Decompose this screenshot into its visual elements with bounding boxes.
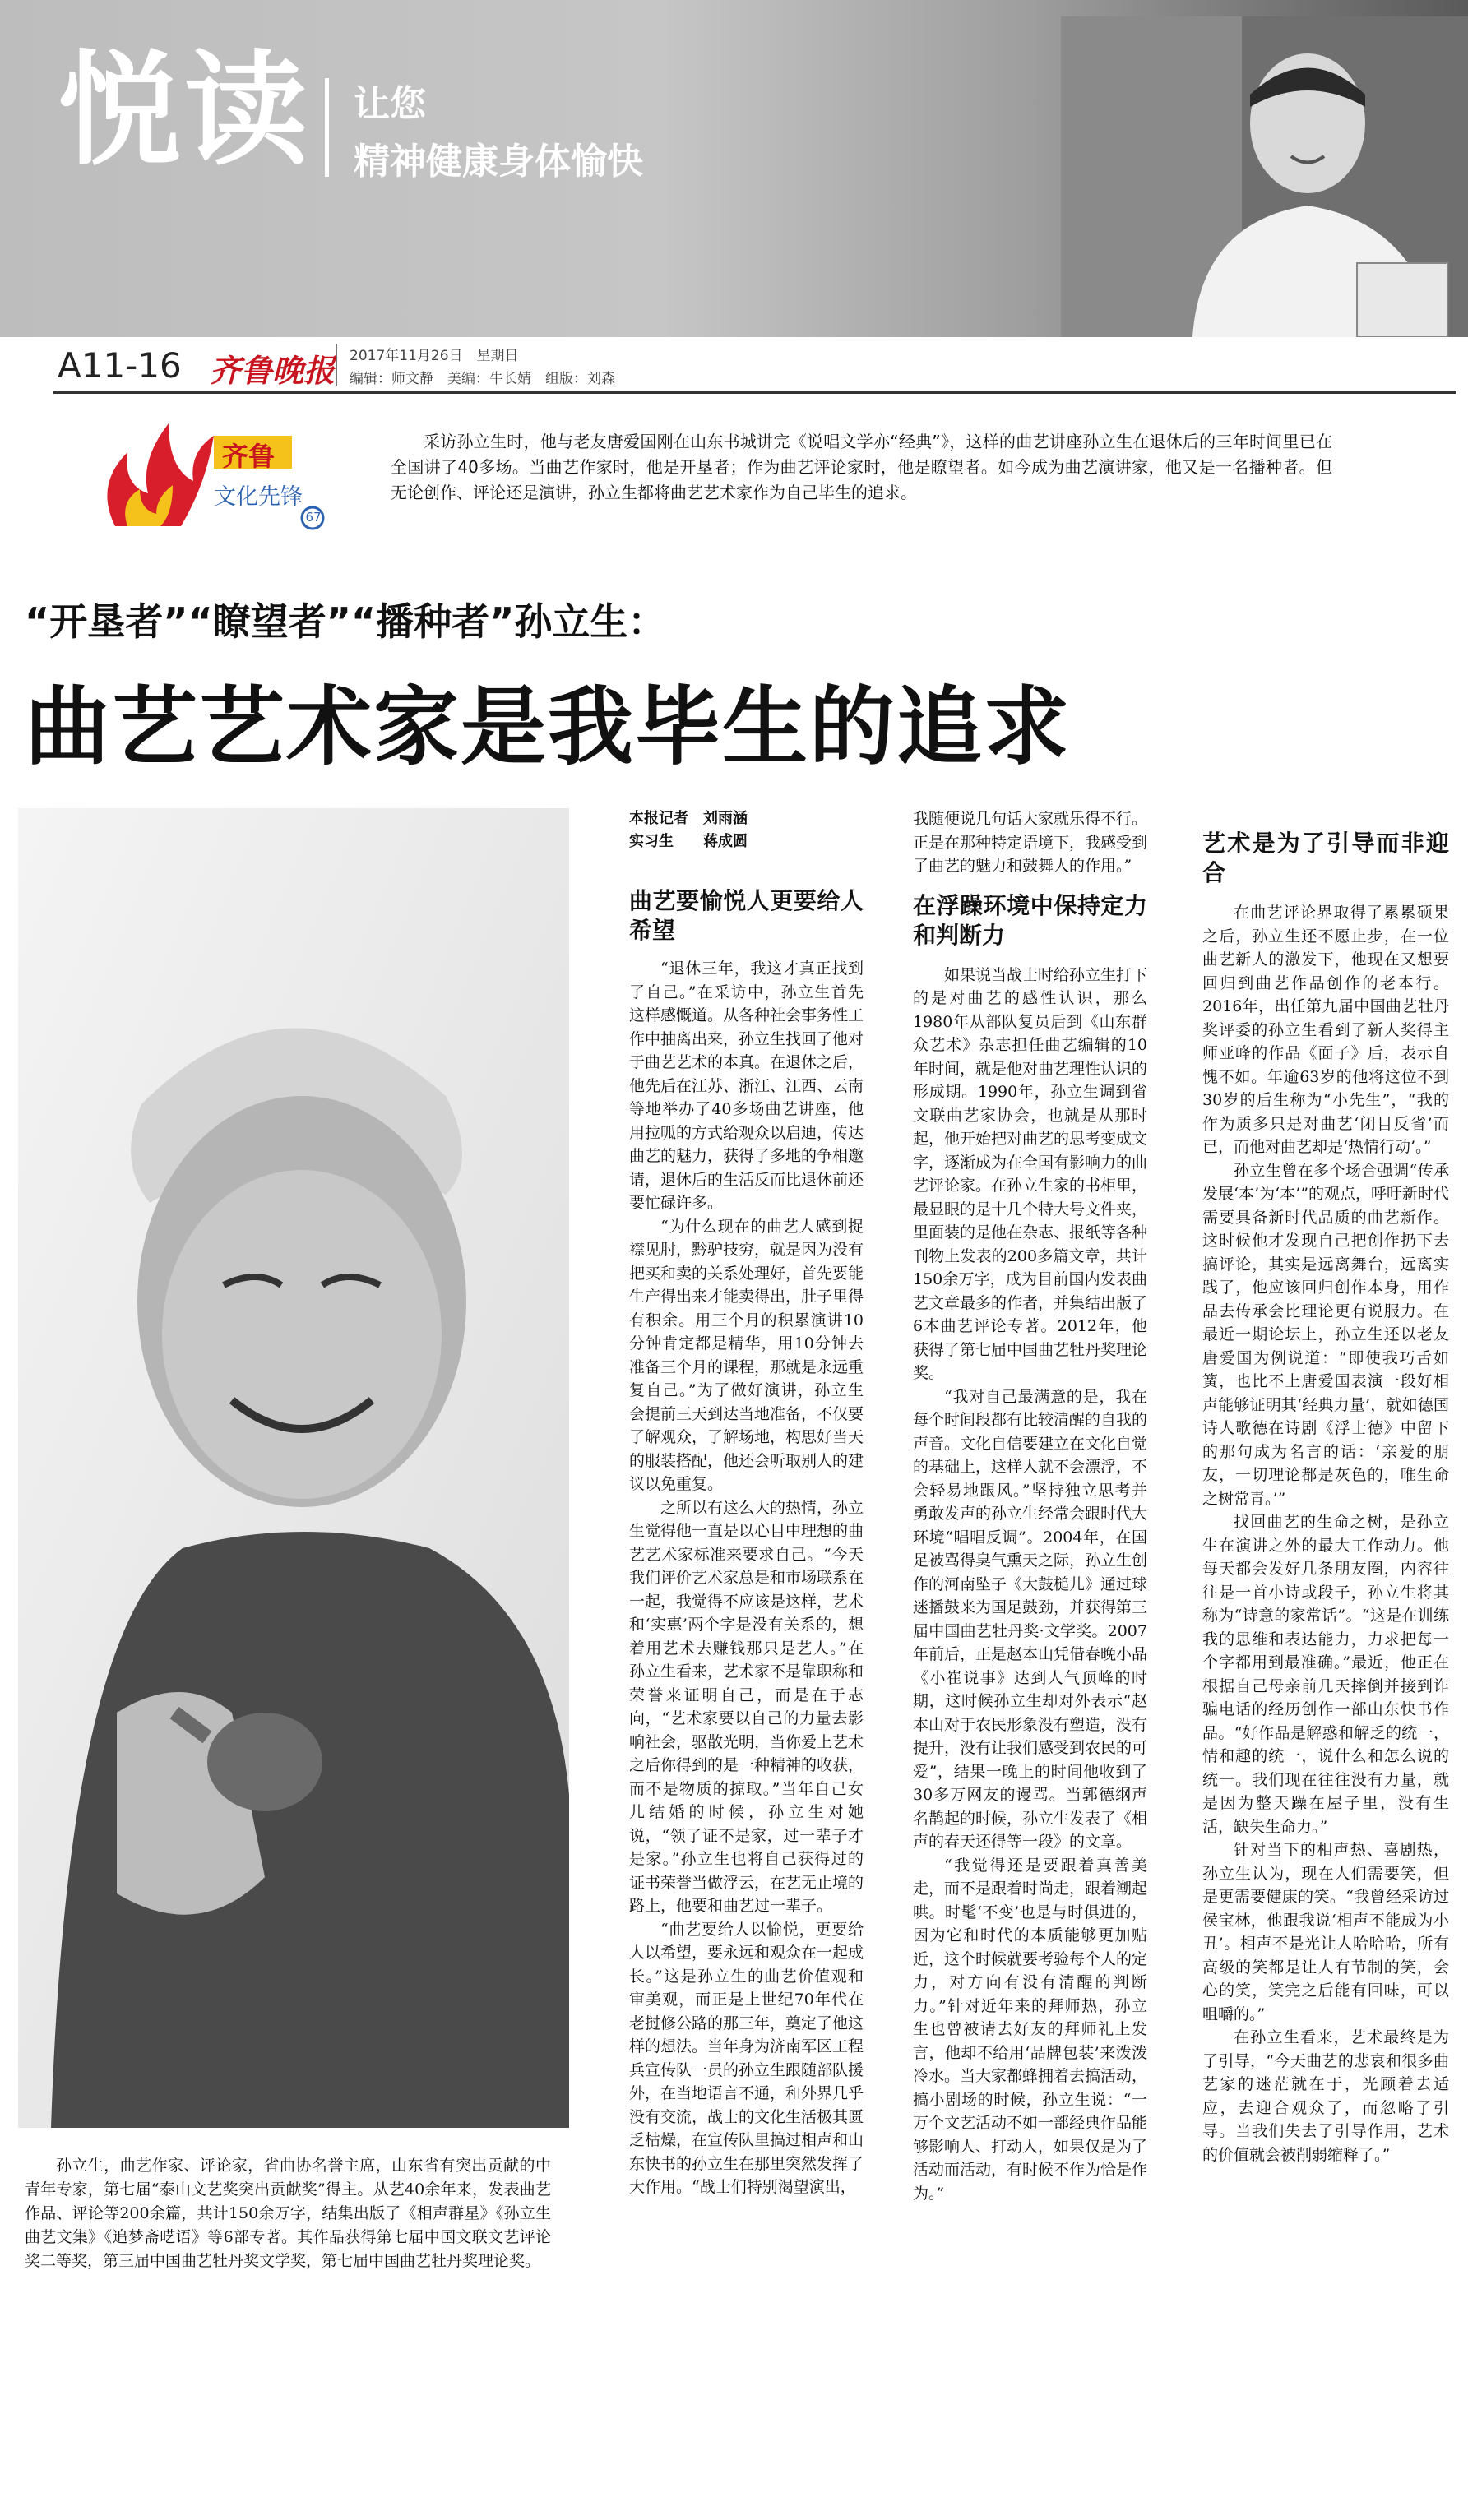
header-portrait-image bbox=[1061, 16, 1468, 337]
byline-intern: 实习生 蒋成圆 bbox=[629, 833, 748, 850]
meta-divider bbox=[336, 344, 337, 386]
column-issue-number: 67 bbox=[305, 510, 322, 525]
article-intro: 采访孙立生时，他与老友唐爱国刚在山东书城讲完《说唱文学亦“经典”》，这样的曲艺讲座孙立生在退休后的三年时间里已在全国讲了40多场。当曲艺作家时，他是开垦者；作为曲艺评论家时，他是瞭望者。如今成为曲艺演讲家，他又是一名播种者。但无论创作、评论还是演讲，孙立生都将曲艺艺术家作为自己毕生的追求。 bbox=[391, 432, 1332, 502]
page-number: A11-16 bbox=[58, 345, 182, 386]
article-column-1 bbox=[629, 807, 864, 2199]
section-brand: 悦读 bbox=[58, 39, 312, 183]
subheading-3: 艺术是为了引导而非迎合 bbox=[1202, 830, 1449, 886]
issue-date: 2017年11月26日 星期日 bbox=[350, 348, 519, 364]
column-logo-subtitle: 文化先锋 bbox=[214, 484, 303, 510]
paragraph: “退休三年，我这才真正找到了自己。”在采访中，孙立生首先这样感慨道。从各种社会事务性工作中抽离出来，孙立生找回了他对于曲艺艺术的本真。在退休之后，他先后在江苏、浙江、江西、云南等地举办了40多场曲艺讲座，他用拉呱的方式给观众以启迪，传达曲艺的魅力，获得了多地的争相邀请，退休后的生活反而比退休前还要忙碌许多。 bbox=[629, 959, 864, 1212]
paragraph: “曲艺要给人以愉悦，更要给人以希望，要永远和观众在一起成长。”这是孙立生的曲艺价值观和审美观，而正是上世纪70年代在老挝修公路的那三年，奠定了他这样的想法。当年身为济南军区工程兵宣传队一员的孙立生跟随部队援外，在当地语言不通，和外界几乎没有交流，战士的文化生活极其匮乏枯燥，在宣传队里搞过相声和山东快书的孙立生在那里突然发挥了大作用。“战士们特别渴望演出， bbox=[629, 1920, 864, 2196]
portrait-photo bbox=[18, 808, 569, 2128]
tagline-line-1: 让您 bbox=[354, 83, 426, 125]
paragraph: 找回曲艺的生命之树，是孙立生在演讲之外的最大工作动力。他每天都会发好几条朋友圈，内容往往是一首小诗或段子，孙立生将其称为“诗意的家常话”。“这是在训练我的思维和表达能力，力求把每一个字都用到最准确。”最近，他正在根据自己母亲前几天摔倒并接到诈骗电话的经历创作一部山东快书作品。“好作品是解惑和解乏的统一，情和趣的统一，说什么和怎么说的统一。我们现在往往没有力量，就是因为整天躁在屋子里，没有生活，缺失生命力。” bbox=[1202, 1513, 1449, 1836]
subheading-2: 在浮躁环境中保持定力和判断力 bbox=[913, 891, 1147, 949]
flame-logo-icon bbox=[90, 403, 362, 547]
paragraph: 在孙立生看来，艺术最终是为了引导，“今天曲艺的悲哀和很多曲艺家的迷茫就在于，光顾着去适应，去迎合观众了，而忽略了引导。当我们失去了引导作用，艺术的价值就会被削弱缩释了。” bbox=[1202, 2028, 1449, 2164]
column-logo-name: 齐鲁 bbox=[222, 441, 276, 472]
paragraph: 针对当下的相声热、喜剧热，孙立生认为，现在人们需要笑，但是更需要健康的笑。“我曾经采访过侯宝林，他跟我说‘相声不能成为小丑’。相声不是光让人哈哈哈，所有高级的笑都是让人有节制的笑，会心的笑，笑完之后能有回味，可以咀嚼的。” bbox=[1202, 1841, 1449, 2023]
photo-caption: 孙立生，曲艺作家、评论家，省曲协名誉主席，山东省有突出贡献的中青年专家，第七届“泰山文艺奖突出贡献奖”得主。从艺40余年来，发表曲艺作品、评论等200余篇，共计150余万字，结集出版了《相声群星》《孙立生曲艺文集》《追梦斋呓语》等6部专著。其作品获得第七届中国文联文艺评论奖二等奖，第三届中国曲艺牡丹奖文学奖，第七届中国曲艺牡丹奖理论奖。 bbox=[25, 2157, 551, 2270]
newspaper-logo: 齐鲁晚报 bbox=[210, 352, 336, 389]
editors-credit: 编辑：师文静 美编：牛长婧 组版：刘森 bbox=[350, 371, 615, 387]
article-kicker: “开垦者”“瞭望者”“播种者”孙立生： bbox=[25, 599, 666, 644]
paragraph: “为什么现在的曲艺人感到捉襟见肘，黔驴技穷，就是因为没有把买和卖的关系处理好，首先要能生产得出来才能卖得出，肚子里得有积余。用三个月的积累演讲10分钟肯定都是精华，用10分钟去准备三个月的课程，那就是永远重复自己。”为了做好演讲，孙立生会提前三天到达当地准备，不仅要了解观众，了解场地，构思好当天的服装搭配，他还会听取别人的建议以免重复。 bbox=[629, 1217, 864, 1493]
article-headline: 曲艺艺术家是我毕生的追求 bbox=[25, 677, 1072, 777]
tagline-line-2: 精神健康身体愉快 bbox=[354, 141, 643, 183]
paragraph: 之所以有这么大的热情，孙立生觉得他一直是以心目中理想的曲艺艺术家标准来要求自己。“今天我们评价艺术家总是和市场联系在一起，我觉得不应该是这样，艺术和‘实惠’两个字是没有关系的，想着用艺术去赚钱那只是艺人。”在孙立生看来，艺术家不是靠职称和荣誉来证明自己，而是在于志向，“艺术家要以自己的力量去影响社会，驱散光明，当你爱上艺术之后你得到的是一种精神的收获，而不是物质的掠取。”当年自己女儿结婚的时候，孙立生对她说，“领了证不是家，过一辈子才是家。”孙立生也将自己获得过的证书荣誉当做浮云，在艺无止境的路上，他要和曲艺过一辈子。 bbox=[629, 1498, 864, 1915]
byline-reporter: 本报记者 刘雨涵 bbox=[629, 810, 748, 827]
header-rule bbox=[53, 391, 1456, 394]
article-column-3 bbox=[1202, 807, 1449, 2166]
paragraph: “我对自己最满意的是，我在每个时间段都有比较清醒的自我的声音。文化自信要建立在文化自觉的基础上，这样人就不会漂浮，不会轻易地跟风。”坚持独立思考并勇敢发声的孙立生经常会跟时代大环境“唱唱反调”。2004年，在国足被骂得臭气熏天之际，孙立生创作的河南坠子《大鼓槌儿》通过球迷播鼓来为国足鼓劲，并获得第三届中国曲艺牡丹奖·文学奖。2007年前后，正是赵本山凭借春晚小品《小崔说事》达到人气顶峰的时期，这时候孙立生却对外表示“赵本山对于农民形象没有塑造，没有提升，没有让我们感受到农民的可爱”，结果一晚上的时间他收到了30多万网友的谩骂。当郭德纲声名鹊起的时候，孙立生发表了《相声的春天还得等一段》的文章。 bbox=[913, 1387, 1148, 1851]
column-logo bbox=[90, 403, 362, 547]
paragraph: 在曲艺评论界取得了累累硕果之后，孙立生还不愿止步，在一位曲艺新人的激发下，他现在又想要回归到曲艺作品创作的老本行。2016年，出任第九届中国曲艺牡丹奖评委的孙立生看到了新人奖得主师亚峰的作品《面子》后，表示自愧不如。年逾63岁的他将这位不到30岁的后生称为“小先生”，“我的作为质多只是对曲艺‘闭目反省’而已，而他对曲艺却是‘热情行动’。” bbox=[1202, 904, 1449, 1156]
paragraph: 孙立生曾在多个场合强调“传承发展‘本’为‘本’”的观点，呼吁新时代需要具备新时代品质的曲艺新作。这时候他才发现自己把创作扔下去搞评论，其实是远离舞台，远离实践了，他应该回归创作本身，用作品去传承会比理论更有说服力。在最近一期论坛上，孙立生还以老友唐爱国为例说道：“即使我巧舌如簧，也比不上唐爱国表演一段好相声能够证明其‘经典力量’，就如德国诗人歌德在诗剧《浮士德》中留下的那句成为名言的话：‘亲爱的朋友，一切理论都是灰色的，唯生命之树常青。’” bbox=[1202, 1161, 1449, 1508]
paragraph: 我随便说几句话大家就乐得不行。正是在那种特定语境下，我感受到了曲艺的魅力和鼓舞人的作用。” bbox=[913, 810, 1148, 875]
paragraph: 如果说当战士时给孙立生打下的是对曲艺的感性认识，那么1980年从部队复员后到《山东群众艺术》杂志担任曲艺编辑的10年时间，就是他对曲艺理性认识的形成期。1990年，孙立生调到省文联曲艺家协会，也就是从那时起，他开始把对曲艺的思考变成文字，逐渐成为在全国有影响力的曲艺评论家。在孙立生家的书柜里，最显眼的是十几个特大号文件夹，里面装的是他在杂志、报纸等各种刊物上发表的200多篇文章，共计150余万字，成为目前国内发表曲艺文章最多的作者，并集结出版了6本曲艺评论专著。2012年，他获得了第七届中国曲艺牡丹奖理论奖。 bbox=[913, 965, 1148, 1382]
brand-divider bbox=[325, 78, 329, 177]
subheading-1: 曲艺要愉悦人更要给人希望 bbox=[629, 887, 864, 944]
article-column-2 bbox=[913, 807, 1147, 2205]
paragraph: “我觉得还是要跟着真善美走，而不是跟着时尚走，跟着潮起哄。时髦‘不变’也是与时俱进的，因为它和时代的本质能够更加贴近，这个时候就要考验每个人的定力，对方向有没有清醒的判断力。”针对近年来的拜师热，孙立生也曾被请去好友的拜师礼上发言，他却不给用‘品牌包装’来泼泼冷水。当大家都蜂拥着去搞活动，搞小剧场的时候，孙立生说：“一万个文艺活动不如一部经典作品能够影响人、打动人，如果仅是为了活动而活动，有时候不作为恰是作为。” bbox=[913, 1856, 1148, 2203]
